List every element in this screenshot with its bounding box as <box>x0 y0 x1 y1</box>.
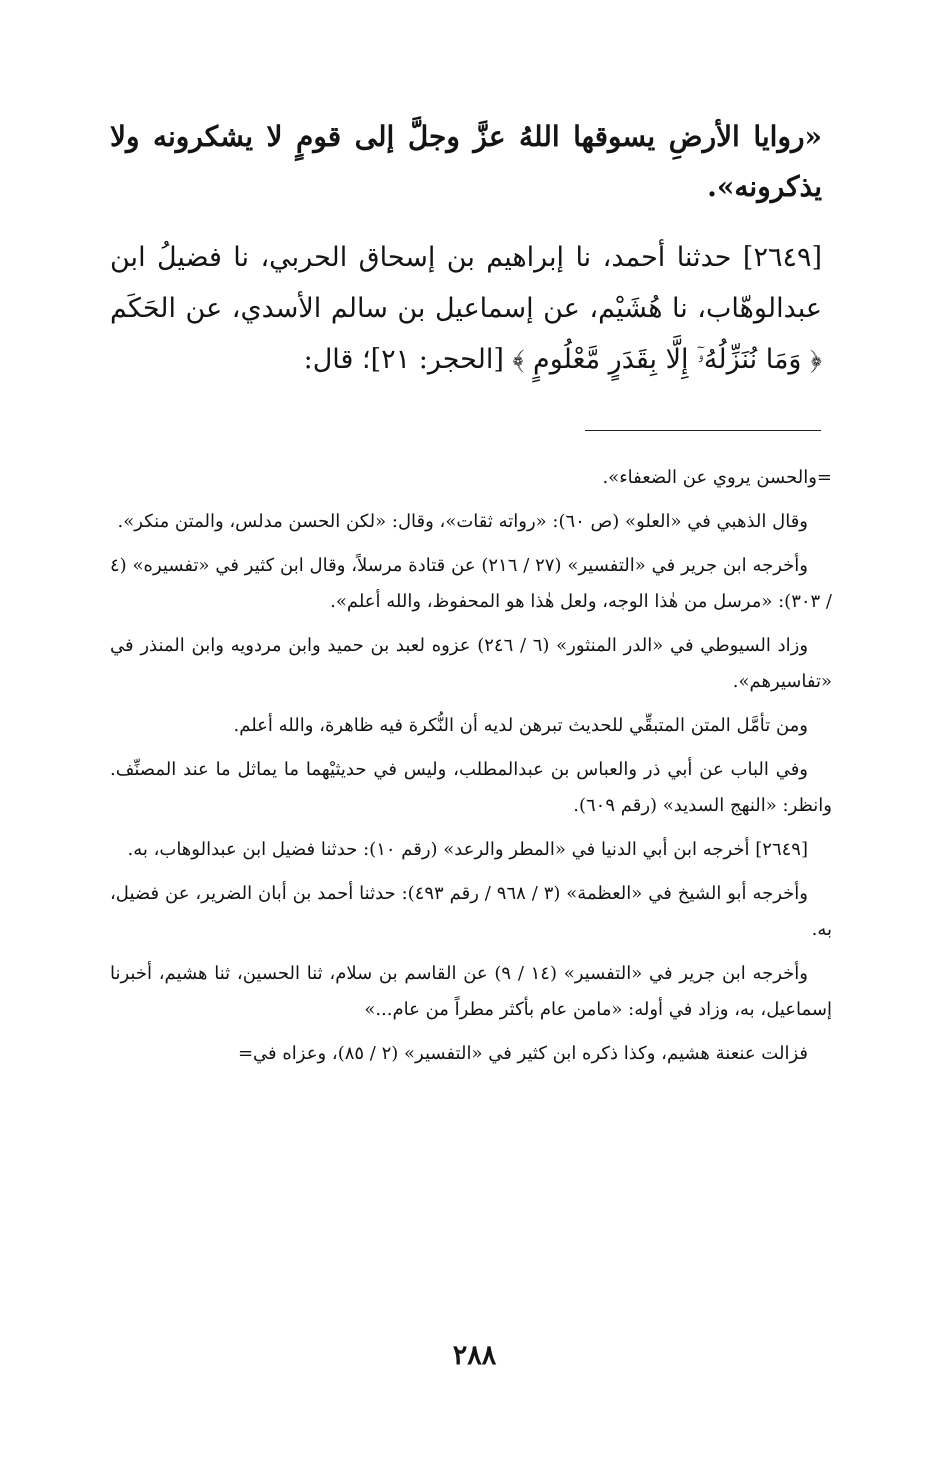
quoted-hadith-text: «روايا الأرضِ يسوقها اللهُ عزَّ وجلَّ إلى قومٍ لا يشكرونه ولا يذكرونه». <box>110 120 822 203</box>
hadith-chain: حدثنا أحمد، نا إبراهيم بن إسحاق الحربي، نا فضيلُ ابن عبدالوهّاب، نا هُشَيْم، عن إسماعيل بن سالم الأسدي، عن الحَكَم <box>110 242 822 324</box>
page-number: ٢٨٨ <box>452 1340 497 1371</box>
main-text-block <box>110 112 822 385</box>
hadith-number: [٢٦٤٩] <box>742 242 822 273</box>
footnote-paragraph: =والحسن يروي عن الضعفاء». <box>602 467 832 488</box>
footnotes-block <box>110 460 832 1080</box>
footnote-paragraph: فزالت عنعنة هشيم، وكذا ذكره ابن كثير في «التفسير» (٢ / ٨٥)، وعزاه في= <box>237 1043 808 1064</box>
footnote-paragraph: وأخرجه ابن جرير في «التفسير» (٢٧ / ٢١٦) عن قتادة مرسلاً، وقال ابن كثير في «تفسيره» (٤ / ٣٠٣): «مرسل من هٰذا الوجه، ولعل هٰذا هو المحفوظ، والله أعلم». <box>110 555 832 612</box>
footnote-paragraph: وزاد السيوطي في «الدر المنثور» (٦ / ٢٤٦) عزوه لعبد بن حميد وابن مردويه وابن المنذر في «تفاسيرهم». <box>110 635 832 692</box>
footnote-paragraph: ومن تأمَّل المتن المتبقِّي للحديث تبرهن لديه أن النُّكرة فيه ظاهرة، والله أعلم. <box>233 715 808 736</box>
footnote-separator <box>585 430 821 431</box>
hadith-paragraph <box>110 232 822 385</box>
footnote-paragraph: وفي الباب عن أبي ذر والعباس بن عبدالمطلب، وليس في حديثيْهما ما يماثل ما عند المصنِّف. وانظر: «النهج السديد» (رقم ٦٠٩). <box>110 759 832 816</box>
footnote-paragraph: وأخرجه أبو الشيخ في «العظمة» (٣ / ٩٦٨ / رقم ٤٩٣): حدثنا أحمد بن أبان الضرير، عن فضيل، به. <box>110 883 832 940</box>
quran-verse: ﴿ وَمَا نُنَزِّلُهُۥٓ إِلَّا بِقَدَرٍ مَّعْلُومٍ ﴾ <box>512 344 822 375</box>
quran-reference: [الحجر: ٢١]؛ قال: <box>303 344 504 375</box>
footnote-paragraph: وقال الذهبي في «العلو» (ص ٦٠): «رواته ثقات»، وقال: «لكن الحسن مدلس، والمتن منكر». <box>117 511 808 532</box>
footnote-paragraph: وأخرجه ابن جرير في «التفسير» (١٤ / ٩) عن القاسم بن سلام، ثنا الحسين، ثنا هشيم، أخبرنا إسماعيل، به، وزاد في أوله: «مامن عام بأكثر مطراً من عام...» <box>110 963 832 1020</box>
footnote-paragraph: [٢٦٤٩] أخرجه ابن أبي الدنيا في «المطر والرعد» (رقم ١٠): حدثنا فضيل ابن عبدالوهاب، به. <box>127 839 808 860</box>
